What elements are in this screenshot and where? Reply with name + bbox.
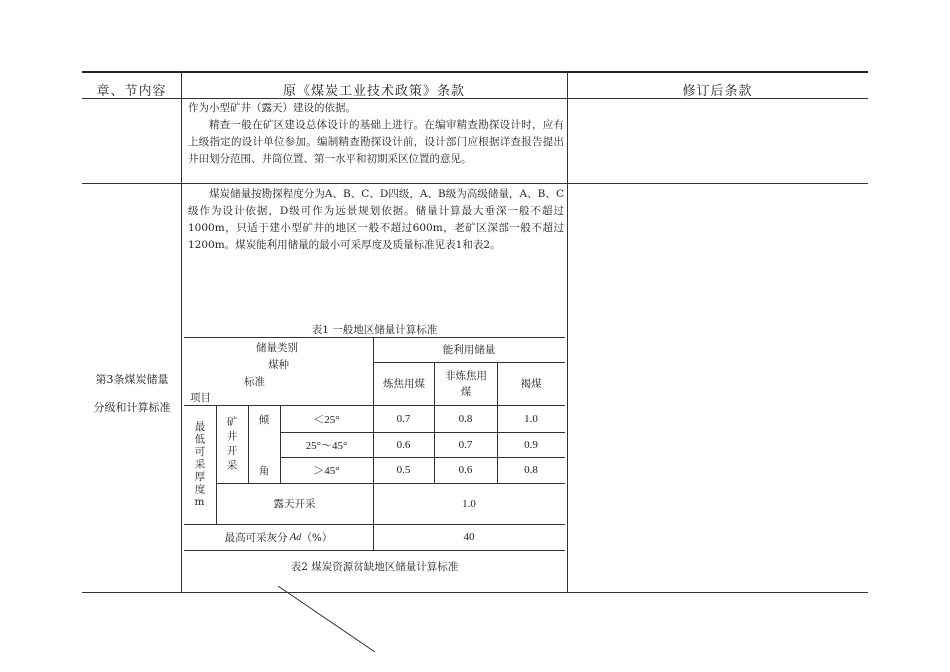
section-label-line1: 第3条煤炭储量	[95, 373, 169, 386]
corner-standard: 标准	[244, 376, 265, 388]
col-lignite: 褐煤	[520, 378, 542, 390]
table2-caption: 表2 煤炭资源贫缺地区储量计算标准	[290, 561, 459, 573]
angle-row-3-coking: 0.5	[396, 464, 411, 476]
header-col-section: 章、节内容	[96, 84, 167, 99]
corner-item: 项目	[190, 392, 211, 404]
angle-row-1-label: ＜25°	[313, 413, 340, 426]
max-ash-value: 40	[463, 531, 475, 543]
corner-reserve-category: 储量类别	[256, 342, 298, 354]
row1-line-2: 精查一般在矿区建设总体设计的基础上进行。在编审精查勘探设计时，应有上级指定的设计单位参加。编制精查勘探设计前，设计部门应根据详查报告提出井田划分范围、井筒位置、第一水平和初期采区位置的意见。	[188, 119, 564, 165]
col-non-coking-coal: 非炼焦用煤	[445, 370, 487, 398]
angle-row-1-lignite: 1.0	[524, 412, 538, 425]
ash-unit: （%）	[301, 531, 333, 544]
table1-caption: 表1 一般地区储量计算标准	[311, 324, 438, 336]
reserve-paragraph: 煤炭储量按勘探程度分为A、B、C、D四级，A、B级为高级储量，A、B、C级作为设计依据，D级可作为远景规划依据。储量计算最大垂深一般不超过1000m，只适于建小型矿井的地区一般不超过600m，老矿区深部一般不超过1200m。煤炭能利用储量的最小可采厚度及质量标准见表1和表2。	[188, 188, 564, 251]
row1-line-1: 作为小型矿井（露天）建设的依据。	[188, 102, 356, 114]
angle-row-1-noncoking: 0.8	[458, 412, 473, 425]
inclination-top-label: 倾	[258, 413, 270, 426]
header-col-revised: 修订后条款	[682, 84, 753, 99]
underground-mining-label: 矿井开采	[225, 416, 238, 474]
min-thickness-label: 最低可采厚度m	[193, 420, 206, 510]
open-pit-value: 1.0	[462, 497, 476, 510]
ash-symbol: A	[289, 531, 297, 543]
header-col-original: 原《煤炭工业技术政策》条款	[282, 84, 465, 99]
section-label-line2: 分级和计算标准	[93, 401, 171, 414]
ash-subscript: d	[296, 532, 302, 542]
open-pit-label: 露天开采	[273, 498, 316, 510]
angle-row-3-noncoking: 0.6	[458, 464, 473, 476]
angle-row-3-lignite: 0.8	[524, 464, 538, 476]
angle-row-3-label: ＞45°	[313, 465, 340, 477]
usable-reserve-header: 能利用储量	[442, 344, 496, 356]
angle-row-2-label: 25°～45°	[305, 439, 348, 452]
col-coking-coal: 炼焦用煤	[383, 378, 425, 390]
angle-row-2-coking: 0.6	[396, 438, 411, 451]
angle-row-2-lignite: 0.9	[524, 438, 538, 451]
strike-line	[278, 586, 375, 652]
angle-row-1-coking: 0.7	[396, 412, 411, 425]
angle-row-2-noncoking: 0.7	[458, 438, 473, 451]
corner-coal-type: 煤种	[268, 359, 289, 371]
inclination-bottom-label: 角	[258, 464, 270, 477]
max-ash-text: 最高可采灰分	[224, 531, 288, 544]
